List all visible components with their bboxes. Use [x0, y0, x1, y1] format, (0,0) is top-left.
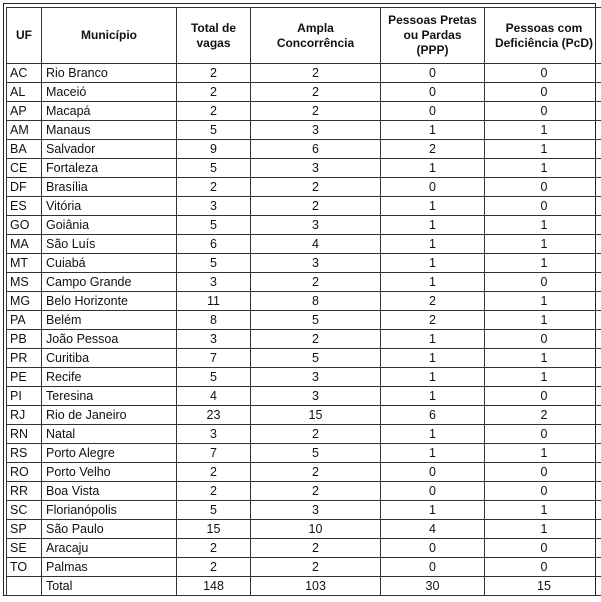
table-row [7, 444, 601, 463]
uf-cell: AM [7, 121, 42, 140]
pcd-cell: 1 [485, 349, 601, 368]
table-row [7, 520, 601, 539]
total-cell: 2 [177, 64, 251, 83]
total-ampla: 103 [251, 577, 381, 596]
total-cell: 23 [177, 406, 251, 425]
ampla-cell: 2 [251, 83, 381, 102]
total-cell: 3 [177, 425, 251, 444]
uf-cell: CE [7, 159, 42, 178]
municipio-cell: Brasília [42, 178, 177, 197]
uf-cell: RR [7, 482, 42, 501]
total-cell: 2 [177, 482, 251, 501]
pcd-cell: 0 [485, 197, 601, 216]
ampla-cell: 2 [251, 482, 381, 501]
ppp-cell: 6 [381, 406, 485, 425]
table-row [7, 235, 601, 254]
pcd-cell: 1 [485, 501, 601, 520]
municipio-cell: Aracaju [42, 539, 177, 558]
ampla-cell: 3 [251, 368, 381, 387]
ppp-cell: 1 [381, 349, 485, 368]
pcd-cell: 0 [485, 482, 601, 501]
ampla-cell: 2 [251, 178, 381, 197]
municipio-cell: Natal [42, 425, 177, 444]
table-body [7, 64, 601, 596]
ampla-cell: 2 [251, 425, 381, 444]
total-vagas: 148 [177, 577, 251, 596]
pcd-cell: 0 [485, 330, 601, 349]
uf-cell: RO [7, 463, 42, 482]
municipio-cell: Goiânia [42, 216, 177, 235]
municipio-cell: Maceió [42, 83, 177, 102]
total-cell: 3 [177, 197, 251, 216]
header-uf: UF [7, 8, 42, 64]
ppp-cell: 4 [381, 520, 485, 539]
table-row [7, 273, 601, 292]
header-total [177, 8, 251, 64]
ppp-cell: 0 [381, 539, 485, 558]
total-cell: 2 [177, 558, 251, 577]
total-cell: 5 [177, 216, 251, 235]
ppp-cell: 1 [381, 159, 485, 178]
total-cell: 3 [177, 330, 251, 349]
table-row [7, 292, 601, 311]
table-row [7, 425, 601, 444]
ppp-cell: 1 [381, 330, 485, 349]
pcd-cell: 1 [485, 121, 601, 140]
ampla-cell: 2 [251, 463, 381, 482]
uf-cell: SP [7, 520, 42, 539]
ppp-cell: 1 [381, 197, 485, 216]
municipio-cell: Curitiba [42, 349, 177, 368]
total-cell: 5 [177, 254, 251, 273]
table-row [7, 539, 601, 558]
ppp-cell: 1 [381, 216, 485, 235]
ampla-cell: 2 [251, 558, 381, 577]
municipio-cell: Recife [42, 368, 177, 387]
total-cell: 7 [177, 349, 251, 368]
total-cell: 5 [177, 368, 251, 387]
uf-cell: RS [7, 444, 42, 463]
uf-cell: PE [7, 368, 42, 387]
uf-cell: AL [7, 83, 42, 102]
pcd-cell: 0 [485, 83, 601, 102]
uf-cell: AC [7, 64, 42, 83]
municipio-cell: Rio Branco [42, 64, 177, 83]
total-label: Total [42, 577, 177, 596]
table-row [7, 83, 601, 102]
ppp-cell: 0 [381, 482, 485, 501]
header-ampla-line1: Ampla [297, 20, 334, 35]
pcd-cell: 1 [485, 311, 601, 330]
pcd-cell: 1 [485, 140, 601, 159]
ppp-cell: 1 [381, 501, 485, 520]
ppp-cell: 2 [381, 292, 485, 311]
ampla-cell: 2 [251, 330, 381, 349]
uf-cell: DF [7, 178, 42, 197]
total-ppp: 30 [381, 577, 485, 596]
pcd-cell: 0 [485, 539, 601, 558]
total-pcd: 15 [485, 577, 601, 596]
header-total-line1: Total de [190, 20, 237, 35]
municipio-cell: Manaus [42, 121, 177, 140]
uf-cell: SC [7, 501, 42, 520]
ampla-cell: 6 [251, 140, 381, 159]
municipio-cell: Belo Horizonte [42, 292, 177, 311]
ppp-cell: 0 [381, 178, 485, 197]
pcd-cell: 0 [485, 463, 601, 482]
table-row [7, 178, 601, 197]
ppp-cell: 1 [381, 254, 485, 273]
ampla-cell: 5 [251, 311, 381, 330]
header-pcd-line2: Deficiência (PcD) [494, 35, 594, 50]
ampla-cell: 2 [251, 197, 381, 216]
municipio-cell: Teresina [42, 387, 177, 406]
municipio-cell: Florianópolis [42, 501, 177, 520]
pcd-cell: 1 [485, 159, 601, 178]
table-row [7, 216, 601, 235]
municipio-cell: São Paulo [42, 520, 177, 539]
header-ppp-line1: Pessoas Pretas [388, 13, 477, 27]
ppp-cell: 0 [381, 83, 485, 102]
ppp-cell: 0 [381, 463, 485, 482]
table-row [7, 140, 601, 159]
pcd-cell: 0 [485, 425, 601, 444]
vacancy-table [6, 7, 601, 596]
uf-cell: MA [7, 235, 42, 254]
table-row [7, 254, 601, 273]
uf-cell: RJ [7, 406, 42, 425]
header-ampla-line2: Concorrência [276, 35, 355, 50]
uf-cell: MT [7, 254, 42, 273]
uf-cell: RN [7, 425, 42, 444]
municipio-cell: Porto Alegre [42, 444, 177, 463]
municipio-cell: Palmas [42, 558, 177, 577]
ampla-cell: 15 [251, 406, 381, 425]
total-uf-cell [7, 577, 42, 596]
ppp-cell: 1 [381, 121, 485, 140]
table-row [7, 406, 601, 425]
uf-cell: MS [7, 273, 42, 292]
ampla-cell: 3 [251, 501, 381, 520]
ppp-cell: 1 [381, 425, 485, 444]
total-cell: 11 [177, 292, 251, 311]
header-ppp [381, 8, 485, 64]
ampla-cell: 3 [251, 254, 381, 273]
total-cell: 6 [177, 235, 251, 254]
total-cell: 2 [177, 83, 251, 102]
ampla-cell: 3 [251, 121, 381, 140]
uf-cell: PA [7, 311, 42, 330]
total-cell: 8 [177, 311, 251, 330]
header-ppp-line3: (PPP) [416, 43, 449, 57]
uf-cell: PB [7, 330, 42, 349]
municipio-cell: Salvador [42, 140, 177, 159]
municipio-cell: Boa Vista [42, 482, 177, 501]
header-total-line2: vagas [196, 35, 231, 50]
total-cell: 2 [177, 178, 251, 197]
ampla-cell: 2 [251, 539, 381, 558]
total-cell: 3 [177, 273, 251, 292]
ppp-cell: 2 [381, 140, 485, 159]
uf-cell: MG [7, 292, 42, 311]
municipio-cell: Fortaleza [42, 159, 177, 178]
pcd-cell: 1 [485, 444, 601, 463]
ampla-cell: 3 [251, 387, 381, 406]
uf-cell: AP [7, 102, 42, 121]
uf-cell: PI [7, 387, 42, 406]
total-cell: 7 [177, 444, 251, 463]
total-cell: 2 [177, 539, 251, 558]
ampla-cell: 5 [251, 349, 381, 368]
pcd-cell: 0 [485, 64, 601, 83]
ampla-cell: 5 [251, 444, 381, 463]
ampla-cell: 2 [251, 64, 381, 83]
table-row [7, 387, 601, 406]
total-cell: 5 [177, 501, 251, 520]
table-row [7, 64, 601, 83]
municipio-cell: Vitória [42, 197, 177, 216]
table-row [7, 197, 601, 216]
pcd-cell: 1 [485, 292, 601, 311]
ampla-cell: 2 [251, 273, 381, 292]
total-cell: 15 [177, 520, 251, 539]
ampla-cell: 3 [251, 159, 381, 178]
total-cell: 9 [177, 140, 251, 159]
table-row [7, 482, 601, 501]
table-row [7, 121, 601, 140]
total-cell: 2 [177, 463, 251, 482]
uf-cell: GO [7, 216, 42, 235]
total-cell: 2 [177, 102, 251, 121]
ampla-cell: 4 [251, 235, 381, 254]
ampla-cell: 3 [251, 216, 381, 235]
total-cell: 5 [177, 159, 251, 178]
ampla-cell: 10 [251, 520, 381, 539]
header-ppp-line2: ou Pardas [403, 28, 462, 42]
uf-cell: SE [7, 539, 42, 558]
ppp-cell: 1 [381, 387, 485, 406]
table-row [7, 368, 601, 387]
pcd-cell: 0 [485, 273, 601, 292]
header-pcd [485, 8, 601, 64]
pcd-cell: 1 [485, 235, 601, 254]
header-ampla [251, 8, 381, 64]
municipio-cell: Cuiabá [42, 254, 177, 273]
ppp-cell: 1 [381, 273, 485, 292]
municipio-cell: João Pessoa [42, 330, 177, 349]
municipio-cell: Campo Grande [42, 273, 177, 292]
pcd-cell: 0 [485, 178, 601, 197]
total-cell: 4 [177, 387, 251, 406]
uf-cell: ES [7, 197, 42, 216]
header-municipio: Município [42, 8, 177, 64]
pcd-cell: 2 [485, 406, 601, 425]
table-row [7, 102, 601, 121]
uf-cell: TO [7, 558, 42, 577]
municipio-cell: São Luís [42, 235, 177, 254]
pcd-cell: 1 [485, 216, 601, 235]
table-row [7, 558, 601, 577]
ppp-cell: 0 [381, 64, 485, 83]
ppp-cell: 0 [381, 102, 485, 121]
pcd-cell: 0 [485, 558, 601, 577]
ppp-cell: 1 [381, 444, 485, 463]
pcd-cell: 0 [485, 387, 601, 406]
ppp-cell: 1 [381, 235, 485, 254]
total-cell: 5 [177, 121, 251, 140]
pcd-cell: 0 [485, 102, 601, 121]
table-row [7, 349, 601, 368]
table-header [7, 8, 601, 64]
municipio-cell: Macapá [42, 102, 177, 121]
table-row [7, 463, 601, 482]
ppp-cell: 0 [381, 558, 485, 577]
table-row [7, 330, 601, 349]
pcd-cell: 1 [485, 368, 601, 387]
table-row [7, 501, 601, 520]
municipio-cell: Belém [42, 311, 177, 330]
header-pcd-line1: Pessoas com [505, 20, 583, 35]
uf-cell: PR [7, 349, 42, 368]
total-row [7, 577, 601, 596]
municipio-cell: Rio de Janeiro [42, 406, 177, 425]
ppp-cell: 1 [381, 368, 485, 387]
municipio-cell: Porto Velho [42, 463, 177, 482]
ampla-cell: 8 [251, 292, 381, 311]
ampla-cell: 2 [251, 102, 381, 121]
uf-cell: BA [7, 140, 42, 159]
table-row [7, 311, 601, 330]
pcd-cell: 1 [485, 520, 601, 539]
ppp-cell: 2 [381, 311, 485, 330]
pcd-cell: 1 [485, 254, 601, 273]
table-row [7, 159, 601, 178]
